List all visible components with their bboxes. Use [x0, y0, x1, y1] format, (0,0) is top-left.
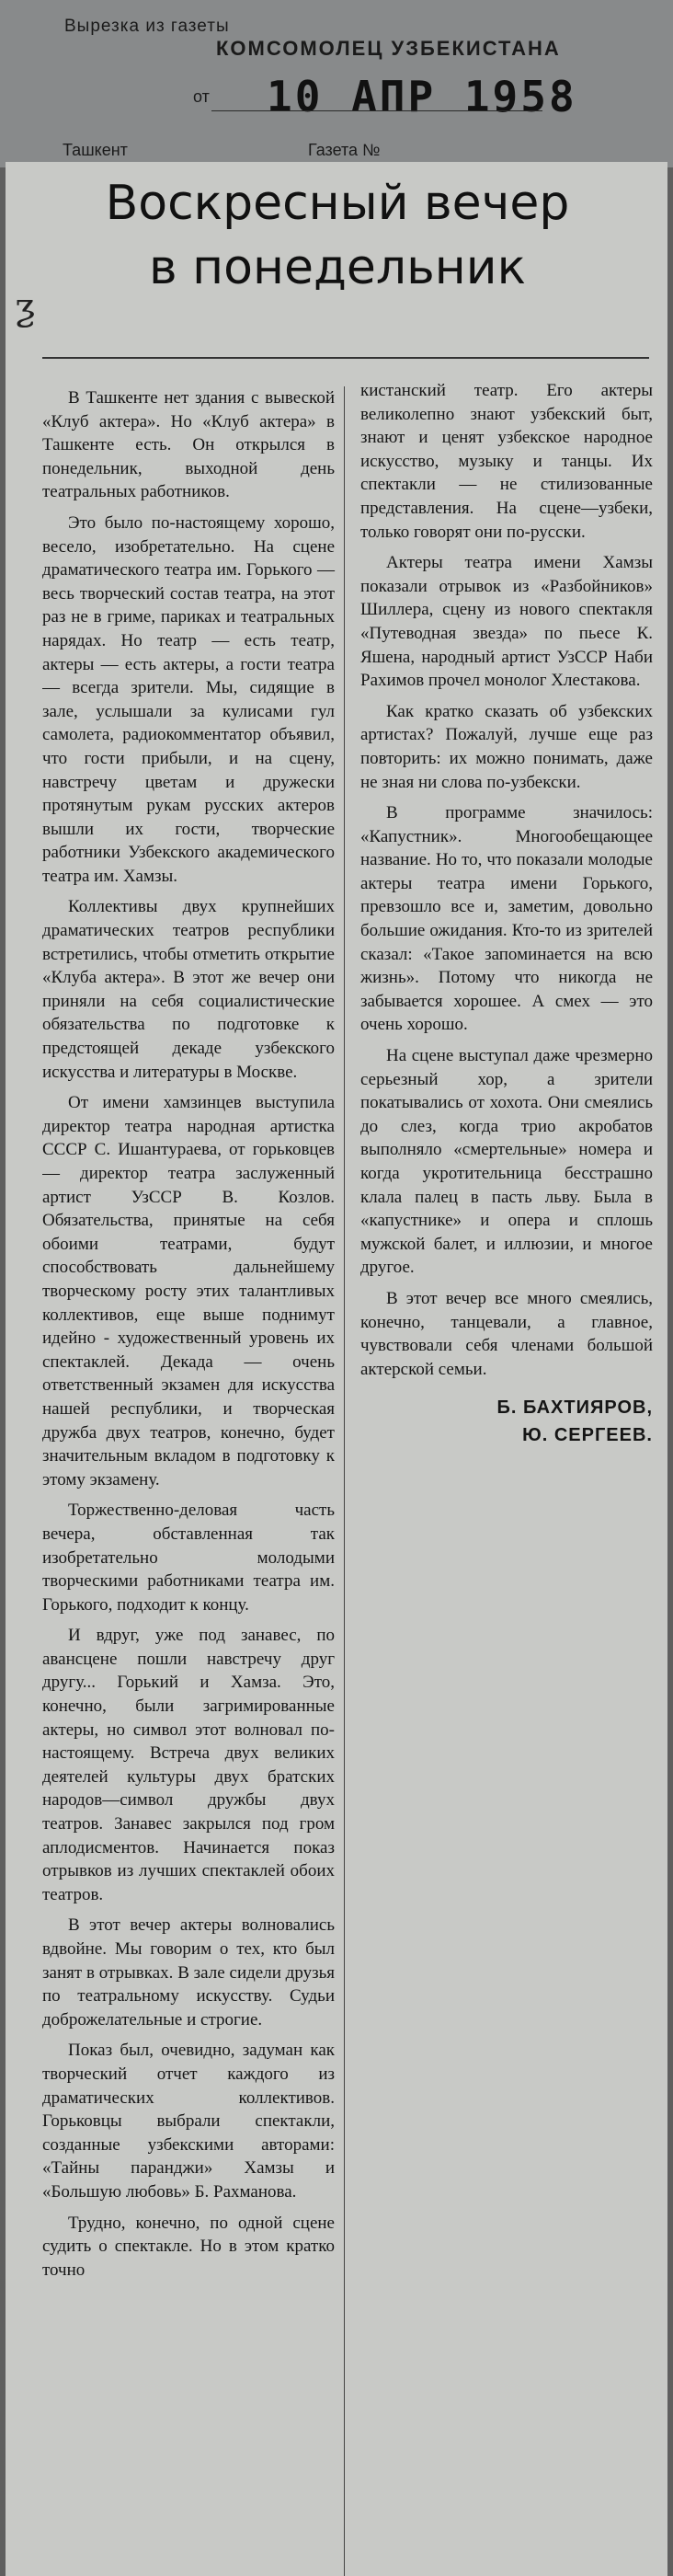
paragraph: В Ташкенте нет здания с вывеской «Клуб актера». Но «Клуб актера» в Ташкенте есть. Он открылся в понедельник, выходной день театральных работников.	[42, 388, 335, 502]
article-headline	[11, 171, 664, 300]
signature	[360, 1394, 653, 1449]
headline-line-2: в понедельник	[148, 240, 526, 295]
paragraph: Показ был, очевидно, задуман как творческий отчет каждого из драматических коллективов. Горьковцы выбрали спектакли, созданные узбекскими авторами: «Тайны паранджи» Хамзы и «Большую любовь» Б. Рахманова.	[42, 2041, 335, 2202]
header-rule	[211, 110, 542, 111]
clipping-header	[0, 0, 673, 167]
article-column-1	[42, 386, 345, 2576]
paragraph: Торжественно-деловая часть вечера, обставленная так изобретательно молодыми творческими работниками театра им. Горького, подходит к концу.	[42, 1501, 335, 1615]
paragraph: Трудно, конечно, по одной сцене судить о спектакле. Но в этом кратко точно	[42, 2213, 335, 2280]
author-1: Б. БАХТИЯРОВ,	[496, 1397, 653, 1419]
paragraph: От имени хамзинцев выступила директор театра народная артистка СССР С. Ишантураева, от горьковцев — директор театра заслуженный артист УзССР В. Козлов. Обязательства, принятые на себя обоими театрами, будут способствовать дальнейшему творческому росту этих талантливых коллективов, еще выше поднимут идейно - художественный уровень их спектаклей. Декада — очень ответственный экзамен для искусства нашей республики, и творческая дружба двух театров, конечно, будет значительным вкладом в подготовку к этому экзамену.	[42, 1093, 335, 1489]
date-stamp: 10 АПР 1958	[267, 72, 577, 121]
handwritten-mark: ƺ	[15, 286, 36, 328]
paragraph: В этот вечер актеры волновались вдвойне. Мы говорим о тех, кто был занят в отрывках. В зале сидели друзья по театральному искусству. Судьи доброжелательные и строгие.	[42, 1915, 335, 2030]
newspaper-clipping	[6, 162, 667, 2576]
paragraph: кистанский театр. Его актеры великолепно знают узбекский быт, знают и ценят узбекское народное искусство, музыку и танцы. Их спектакли — не стилизованные представления. На сцене—узбеки, только говорят они по-русски.	[360, 381, 653, 542]
newspaper-name: КОМСОМОЛЕЦ УЗБЕКИСТАНА	[216, 37, 561, 60]
city-label: Ташкент	[63, 141, 128, 159]
paragraph: В программе значилось: «Капустник». Многообещающее название. Но то, что показали молодые актеры театра имени Горького, превзошло все и, заметим, довольно большие ожидания. Кто-то из зрителей сказал: «Такое запоминается на всю жизнь». Потому что никогда не забывается хорошее. А смех — это очень хорошо.	[360, 803, 653, 1035]
paragraph: Это было по-настоящему хорошо, весело, изобретательно. На сцене драматического театра им. Горького — весь творческий состав театра, на этот раз не в гриме, париках и театральных нарядах. Но театр — есть театр, актеры — есть актеры, а гости театра — всегда зрители. Мы, сидящие в зале, услышали за кулисами гул самолета, радиокомментатор объявил, что гости прибыли, и на сцену, навстречу цветам и дружески протянутым рукам русских актеров вышли их гости, творческие работники Узбекского академического театра им. Хамзы.	[42, 512, 335, 886]
paragraph: И вдруг, уже под занавес, по авансцене пошли навстречу друг другу... Горький и Хамза. Это, конечно, были загримированные актеры, но символ этот волновал по-настоящему. Встреча двух великих деятелей культуры двух братских народов—символ дружбы двух театров. Занавес закрылся под гром аплодисментов. Начинается показ отрывков из лучших спектаклей обоих театров.	[42, 1626, 335, 1904]
clipping-label: Вырезка из газеты	[64, 17, 230, 36]
article-column-2	[360, 379, 653, 1449]
paragraph: В этот вечер все много смеялись, конечно, танцевали, а главное, чувствовали себя членами большой актерской семьи.	[360, 1288, 653, 1379]
paragraph: На сцене выступал даже чрезмерно серьезный хор, а зрители покатывались от хохота. Они смеялись до слез, когда трио акробатов выполняло «смертельные» номера и когда укротительница бесстрашно клала палец в пасть льву. Была в «капустнике» и опера и сплошь мужской балет, и иллюзии, и многое другое.	[360, 1046, 653, 1278]
paragraph: Актеры театра имени Хамзы показали отрывок из «Разбойников» Шиллера, сцену из нового спектакля «Путеводная звезда» по пьесе К. Яшена, народный артист УзССР Наби Рахимов прочел монолог Хлестакова.	[360, 553, 653, 691]
from-label: от	[193, 87, 210, 106]
headline-rule	[42, 357, 649, 359]
gazeta-label: Газета №	[308, 141, 381, 159]
paragraph: Как кратко сказать об узбекских артистах? Пожалуй, лучше еще раз повторить: их можно понимать, даже не зная ни слова по-узбекски.	[360, 701, 653, 792]
headline-line-1: Воскресный вечер	[105, 176, 570, 231]
paragraph: Коллективы двух крупнейших драматических театров республики встретились, чтобы отметить открытие «Клуба актера». В этот же вечер они приняли на себя социалистические обязательства по подготовке к предстоящей декаде узбекского искусства и литературы в Москве.	[42, 897, 335, 1082]
author-2: Ю. СЕРГЕЕВ.	[522, 1425, 653, 1446]
